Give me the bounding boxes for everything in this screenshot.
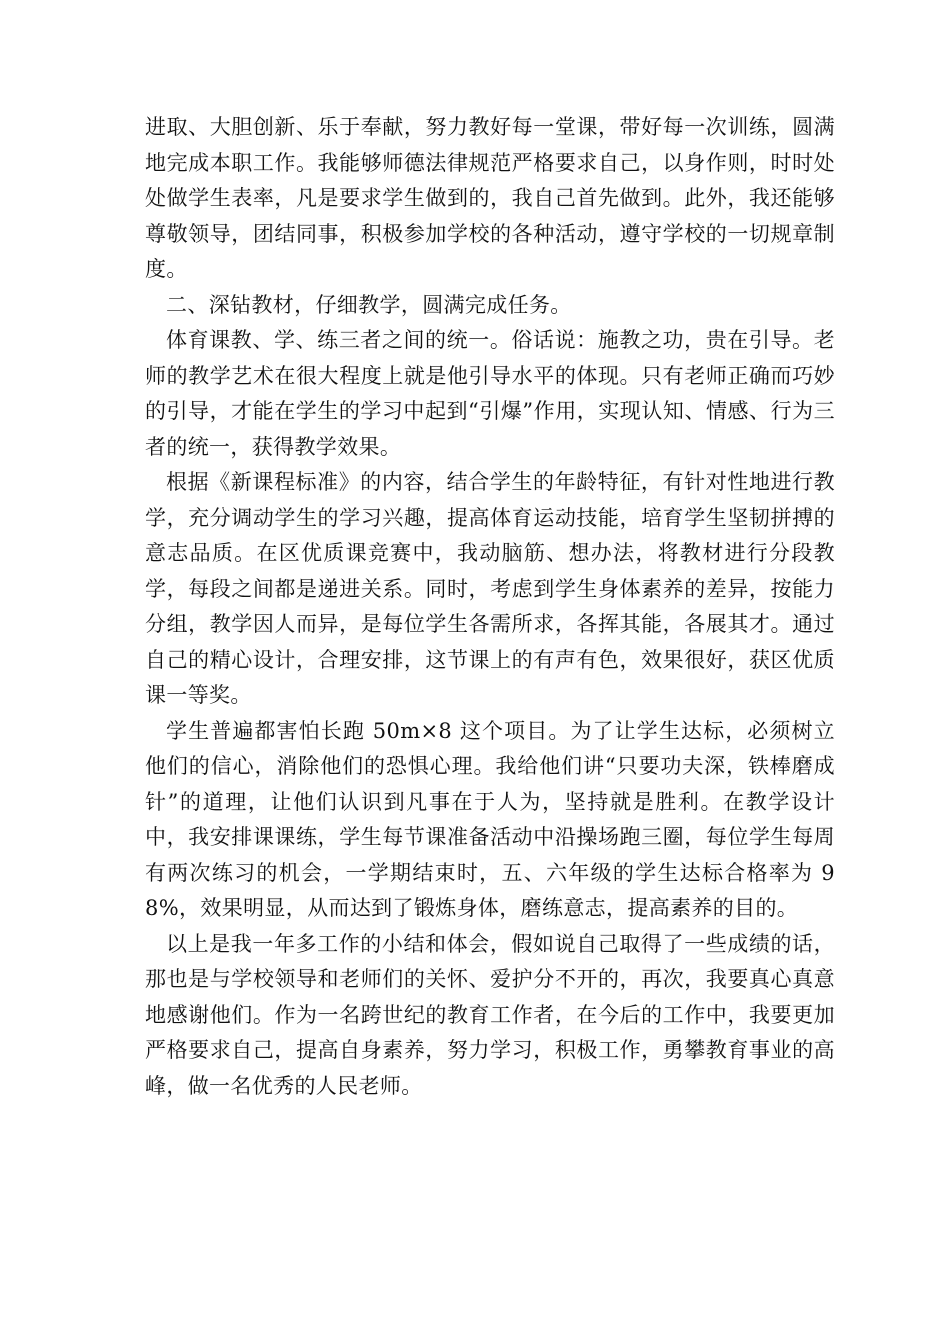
- paragraph-conclusion: 以上是我一年多工作的小结和体会，假如说自己取得了一些成绩的话，那也是与学校领导和老师们的关怀、爱护分不开的，再次，我要真心真意地感谢他们。作为一名跨世纪的教育工作者，在今后的工作中，我要更加严格要求自己，提高自身素养，努力学习，积极工作，勇攀教育事业的高峰，做一名优秀的人民老师。: [145, 931, 835, 1098]
- paragraph-curriculum-standard: 根据《新课程标准》的内容，结合学生的年龄特征，有针对性地进行教学，充分调动学生的学习兴趣，提高体育运动技能，培育学生坚韧拼搏的意志品质。在区优质课竞赛中，我动脑筋、想办法，将教材进行分段教学，每段之间都是递进关系。同时，考虑到学生身体素养的差异，按能力分组，教学因人而异，是每位学生各需所求，各挥其能，各展其才。通过自己的精心设计，合理安排，这节课上的有声有色，效果很好，获区优质课一等奖。: [145, 470, 835, 707]
- paragraph-continuation: 进取、大胆创新、乐于奉献，努力教好每一堂课，带好每一次训练，圆满地完成本职工作。我能够师德法律规范严格要求自己，以身作则，时时处处做学生表率，凡是要求学生做到的，我自己首先做到。此外，我还能够尊敬领导，团结同事，积极参加学校的各种活动，遵守学校的一切规章制度。: [145, 115, 835, 281]
- paragraph-teaching-unity: 体育课教、学、练三者之间的统一。俗话说：施教之功，贵在引导。老师的教学艺术在很大程度上就是他引导水平的体现。只有老师正确而巧妙的引导，才能在学生的学习中起到“引爆”作用，实现认知、情感、行为三者的统一，获得教学效果。: [145, 328, 835, 459]
- paragraph-long-distance-run: 学生普遍都害怕长跑 50m×8 这个项目。为了让学生达标，必须树立他们的信心，消除他们的恐惧心理。我给他们讲“只要功夫深，铁棒磨成针”的道理，让他们认识到凡事在于人为，坚持就是胜利。在教学设计中，我安排课课练，学生每节课准备活动中沿操场跑三圈，每位学生每周有两次练习的机会，一学期结束时，五、六年级的学生达标合格率为 98%，效果明显，从而达到了锻炼身体，磨练意志，提高素养的目的。: [145, 718, 835, 920]
- document-body: [145, 110, 835, 1104]
- section-heading-2: 二、深钻教材，仔细教学，圆满完成任务。: [166, 292, 572, 317]
